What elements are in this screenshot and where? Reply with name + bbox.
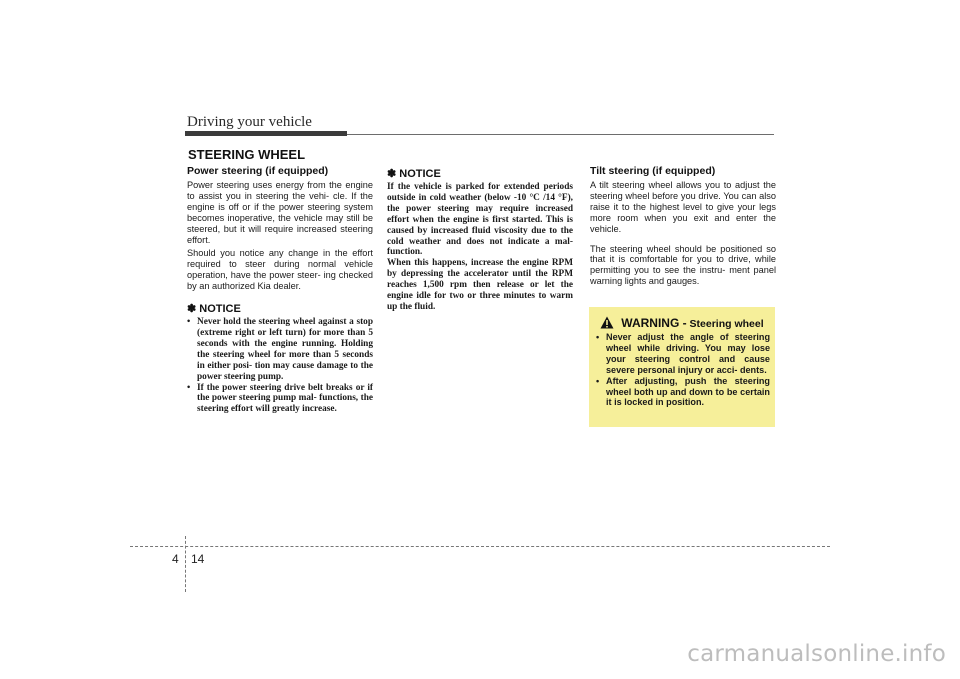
notice-list-1 [187, 317, 373, 415]
notice-item-text: Never hold the steering wheel against a stop (extreme right or left turn) for more than 5 seconds with the engine running. Holding the steering wheel for more than 5 seconds in either posi- tion may cause damage to the power steering pump. [197, 317, 373, 382]
notice-heading-1: ✽ NOTICE [187, 303, 241, 316]
notice-heading-2: ✽ NOTICE [387, 168, 441, 180]
power-steering-paragraph-2: Should you notice any change in the effort required to steer during normal vehicle operation, have the power steer- ing checked by an authorized Kia dealer. [187, 248, 373, 292]
column-power-steering [187, 165, 373, 415]
bullet-icon: • [596, 375, 600, 386]
tilt-steering-paragraph-2: The steering wheel should be positioned so that it is comfortable for you to drive, while permitting you to see the instru- ment panel warning lights and gauges. [590, 243, 776, 287]
footer-rule [130, 546, 830, 547]
header-rule [347, 134, 774, 135]
warning-item-text: Never adjust the angle of steering wheel while driving. You may lose your steering control and cause severe personal injury or acci- dents. [606, 332, 770, 375]
notice-item-text: If the power steering drive belt breaks or if the power steering pump mal- functions, the steering effort will greatly increase. [197, 382, 373, 415]
bullet-icon: • [187, 317, 191, 328]
warning-topic: Steering wheel [689, 318, 764, 330]
bullet-icon: • [187, 382, 191, 393]
warning-list [596, 332, 770, 408]
column-cold-weather-notice [387, 165, 573, 313]
notice-item [187, 383, 373, 416]
power-steering-paragraph-1: Power steering uses energy from the engine to assist you in steering the vehi- cle. If the engine is off or if the power steering system becomes inoperative, the vehicle may still be steered, but it will require increased steering effort. [187, 180, 373, 245]
warning-heading [589, 316, 775, 332]
watermark: carmanualsonline.info [687, 641, 946, 667]
section-title: STEERING WHEEL [188, 147, 306, 162]
page-number: 14 [191, 552, 205, 566]
header-bar [185, 131, 347, 136]
warning-item [596, 376, 770, 409]
warning-triangle-icon [600, 316, 614, 332]
warning-item-text: After adjusting, push the steering wheel both up and down to be certain it is locked in position. [606, 375, 770, 408]
cold-weather-paragraph-2: When this happens, increase the engine RPM by depressing the accelerator until the RPM reaches 1,500 rpm then release or let the engine idle for two or three minutes to warm up the fluid. [387, 258, 573, 312]
warning-item [596, 332, 770, 376]
warning-label: WARNING - [621, 316, 687, 330]
notice-item [187, 317, 373, 382]
footer-divider [185, 536, 186, 592]
bullet-icon: • [596, 332, 600, 342]
tilt-steering-paragraph-1: A tilt steering wheel allows you to adjust the steering wheel before you drive. You can also raise it to the highest level to give your legs more room when you exit and enter the vehicle. [590, 180, 776, 234]
tilt-steering-heading: Tilt steering (if equipped) [590, 165, 716, 177]
chapter-number: 4 [172, 552, 179, 566]
warning-box [589, 307, 775, 427]
column-tilt-steering [590, 165, 776, 290]
power-steering-heading: Power steering (if equipped) [187, 165, 329, 177]
cold-weather-paragraph-1: If the vehicle is parked for extended periods outside in cold weather (below -10 °C /14 °F), the power steering may require increased effort when the engine is first started. This is caused by increased fluid viscosity due to the cold weather and does not indicate a mal- function. [387, 182, 573, 258]
header-title: Driving your vehicle [187, 114, 312, 130]
